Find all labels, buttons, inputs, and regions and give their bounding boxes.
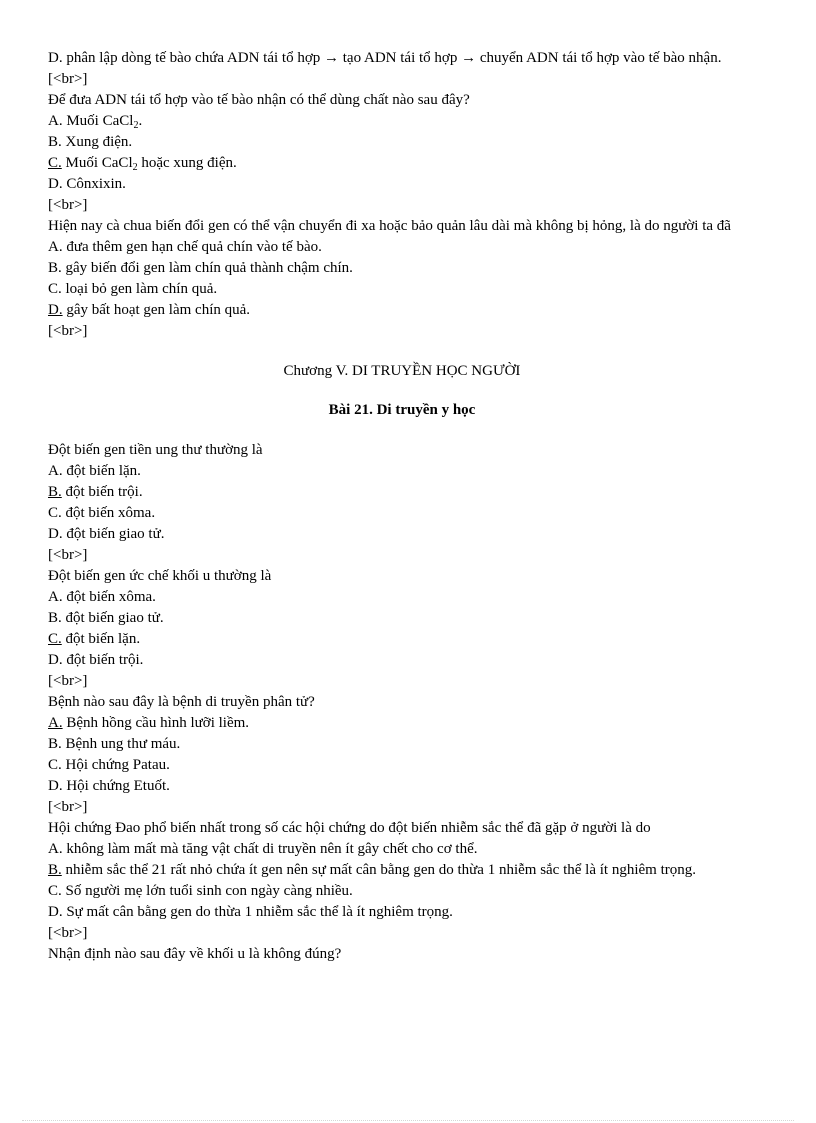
option-c-text: Muối CaCl — [61, 155, 133, 171]
option-b: B. Xung điện. — [48, 134, 133, 150]
separator: [<br>] — [48, 799, 88, 815]
correct-answer-marker: A. — [48, 715, 63, 731]
option-c-suffix: hoặc xung điện. — [137, 155, 237, 171]
question-text: Hiện nay cà chua biến đổi gen có thể vận chuyển đi xa hoặc bảo quản lâu dài mà không bị hỏng, là do người ta đã — [48, 218, 731, 234]
option-b: B. đột biến giao tử. — [48, 610, 164, 626]
option-d: D. đột biến trội. — [48, 652, 144, 668]
chapter-title: Chương V. DI TRUYỀN HỌC NGƯỜI — [283, 363, 521, 379]
separator: [<br>] — [48, 547, 88, 563]
option-d: D. Hội chứng Etuốt. — [48, 778, 170, 794]
option-a-correct — [48, 713, 756, 734]
option-a: A. đưa thêm gen hạn chế quả chín vào tế bào. — [48, 239, 322, 255]
document-page — [48, 48, 756, 965]
option-b-text: nhiễm sắc thể 21 rất nhỏ chứa ít gen nên sự mất cân bằng gen do thừa 1 nhiễm sắc thể là ít nghiêm trọng. — [61, 862, 696, 878]
option-a-suffix: . — [138, 113, 143, 129]
option-c-correct — [48, 629, 756, 650]
option-a: A. không làm mất mà tăng vật chất di truyền nên ít gây chết cho cơ thể. — [48, 841, 478, 857]
lesson-title: Bài 21. Di truyền y học — [328, 402, 476, 418]
page-bottom-divider — [22, 1120, 794, 1121]
separator: [<br>] — [48, 197, 88, 213]
correct-answer-marker: B. — [48, 862, 62, 878]
option-c: C. Số người mẹ lớn tuổi sinh con ngày càng nhiều. — [48, 883, 353, 899]
option-a: A. đột biến lặn. — [48, 463, 141, 479]
option-a — [48, 111, 756, 132]
option-d-text: D. phân lập dòng tế bào chứa ADN tái tổ hợp → tạo ADN tái tổ hợp → chuyển ADN tái tổ hợp vào tế bào nhận. — [48, 50, 722, 66]
separator: [<br>] — [48, 925, 88, 941]
subscript: 2 — [132, 162, 138, 173]
option-d-correct — [48, 300, 756, 321]
question-text: Đột biến gen tiền ung thư thường là — [48, 442, 263, 458]
question-text: Bệnh nào sau đây là bệnh di truyền phân tử? — [48, 694, 315, 710]
question-text: Đột biến gen ức chế khối u thường là — [48, 568, 272, 584]
separator: [<br>] — [48, 71, 88, 87]
option-d: D. đột biến giao tử. — [48, 526, 165, 542]
option-b: B. gây biến đổi gen làm chín quả thành chậm chín. — [48, 260, 353, 276]
option-a-text: Bệnh hồng cầu hình lưỡi liềm. — [62, 715, 250, 731]
option-b: B. Bệnh ung thư máu. — [48, 736, 181, 752]
option-c-text: đột biến lặn. — [61, 631, 141, 647]
option-a-text: A. Muối CaCl — [48, 113, 134, 129]
subscript: 2 — [133, 120, 139, 131]
correct-answer-marker: D. — [48, 302, 63, 318]
question-text: Nhận định nào sau đây về khối u là không đúng? — [48, 946, 342, 962]
option-c: C. đột biến xôma. — [48, 505, 156, 521]
correct-answer-marker: C. — [48, 631, 62, 647]
separator: [<br>] — [48, 323, 88, 339]
option-c: C. Hội chứng Patau. — [48, 757, 170, 773]
option-b-correct — [48, 482, 756, 503]
question-text: Hội chứng Đao phổ biến nhất trong số các hội chứng do đột biến nhiễm sắc thể đã gặp ở người là do — [48, 820, 651, 836]
option-a: A. đột biến xôma. — [48, 589, 156, 605]
correct-answer-marker: C. — [48, 155, 62, 171]
option-d-text: gây bất hoạt gen làm chín quả. — [62, 302, 251, 318]
option-c-correct — [48, 153, 756, 174]
option-c: C. loại bỏ gen làm chín quả. — [48, 281, 218, 297]
correct-answer-marker: B. — [48, 484, 62, 500]
question-text: Để đưa ADN tái tổ hợp vào tế bào nhận có thể dùng chất nào sau đây? — [48, 92, 470, 108]
option-b-text: đột biến trội. — [61, 484, 143, 500]
option-d: D. Sự mất cân bằng gen do thừa 1 nhiễm sắc thể là ít nghiêm trọng. — [48, 904, 453, 920]
option-d: D. Cônxixin. — [48, 176, 126, 192]
separator: [<br>] — [48, 673, 88, 689]
option-b-correct — [48, 860, 756, 881]
